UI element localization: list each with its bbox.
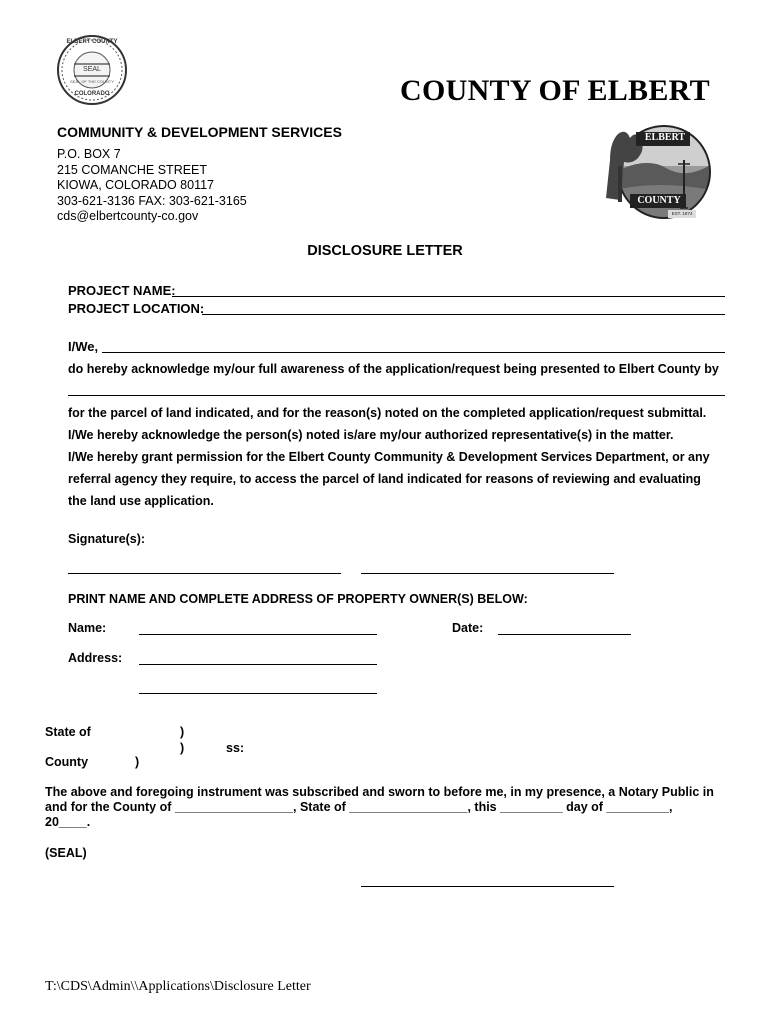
footer-file-path: T:\CDS\Admin\\Applications\Disclosure Letter — [45, 979, 311, 994]
seal-top-text: ELBERT COUNTY — [66, 39, 118, 45]
logo-est-label: EST. 1874 — [671, 211, 693, 216]
logo-bottom-label: COUNTY — [637, 195, 681, 206]
representative-text: I/We hereby acknowledge the person(s) noted is/are my/our authorized representative(s) in the matter. — [68, 428, 674, 442]
presenter-field[interactable] — [68, 395, 725, 396]
project-location-label: PROJECT LOCATION: — [68, 301, 205, 316]
signature-field-1[interactable] — [68, 573, 341, 574]
parcel-text: for the parcel of land indicated, and for the reason(s) noted on the completed application/request submittal. — [68, 406, 707, 420]
acknowledge-text: do hereby acknowledge my/our full awareness of the application/request being presented to Elbert County by — [68, 362, 719, 376]
permission-text-1: I/We hereby grant permission for the Elbert County Community & Development Services Department, or any — [68, 450, 710, 464]
mailing-address — [57, 147, 247, 225]
address-line: 303-621-3136 FAX: 303-621-3165 — [57, 193, 247, 208]
seal-center-text: SEAL — [83, 66, 101, 73]
seal-bottom-text: COLORADO — [74, 91, 110, 97]
county-label: County — [45, 755, 89, 769]
ss-label: ss: — [226, 741, 245, 755]
print-name-heading: PRINT NAME AND COMPLETE ADDRESS OF PROPERTY OWNER(S) BELOW: — [68, 592, 528, 606]
state-of-label: State of — [45, 725, 91, 739]
county-title: COUNTY OF ELBERT — [400, 74, 710, 107]
notary-text-1: The above and foregoing instrument was subscribed and sworn to before me, in my presence, a Notary Public in — [45, 785, 714, 799]
signature-field-2[interactable] — [361, 573, 614, 574]
notary-text-2: and for the County of _________________, State of _________________, this _________ day of _________, — [45, 800, 673, 814]
iwe-label: I/We, — [68, 339, 99, 354]
paren-3: ) — [135, 755, 140, 769]
project-name-label: PROJECT NAME: — [68, 283, 176, 298]
signatures-label: Signature(s): — [68, 532, 146, 546]
permission-text-2: referral agency they require, to access the parcel of land indicated for reasons of reviewing and evaluating — [68, 472, 701, 486]
address-field-1[interactable] — [139, 664, 377, 665]
email-address: cds@elbertcounty-co.gov — [57, 209, 199, 223]
notary-text-3: 20____. — [45, 815, 91, 829]
paren-2: ) — [180, 741, 185, 755]
logo-top-label: ELBERT — [644, 132, 686, 143]
name-field[interactable] — [139, 634, 377, 635]
document-title: DISCLOSURE LETTER — [307, 243, 463, 259]
name-label: Name: — [68, 621, 107, 635]
county-seal — [56, 34, 128, 106]
permission-text-3: the land use application. — [68, 494, 214, 508]
address-field-2[interactable] — [139, 693, 377, 694]
address-line: P.O. BOX 7 — [57, 147, 121, 161]
notary-signature-field[interactable] — [361, 886, 614, 887]
iwe-field[interactable] — [102, 352, 725, 353]
seal-label: (SEAL) — [45, 846, 87, 860]
address-label: Address: — [68, 651, 123, 665]
date-field[interactable] — [498, 634, 631, 635]
paren-1: ) — [180, 725, 185, 739]
department-name: COMMUNITY & DEVELOPMENT SERVICES — [57, 124, 342, 140]
county-logo — [596, 120, 712, 226]
project-name-field[interactable] — [172, 296, 725, 297]
address-line: 215 COMANCHE STREET — [57, 162, 208, 177]
project-location-field[interactable] — [202, 314, 725, 315]
date-label: Date: — [452, 621, 484, 635]
seal-ring-text: SEAL OF THE COUNTY — [70, 79, 114, 84]
address-line: KIOWA, COLORADO 80117 — [57, 178, 214, 192]
